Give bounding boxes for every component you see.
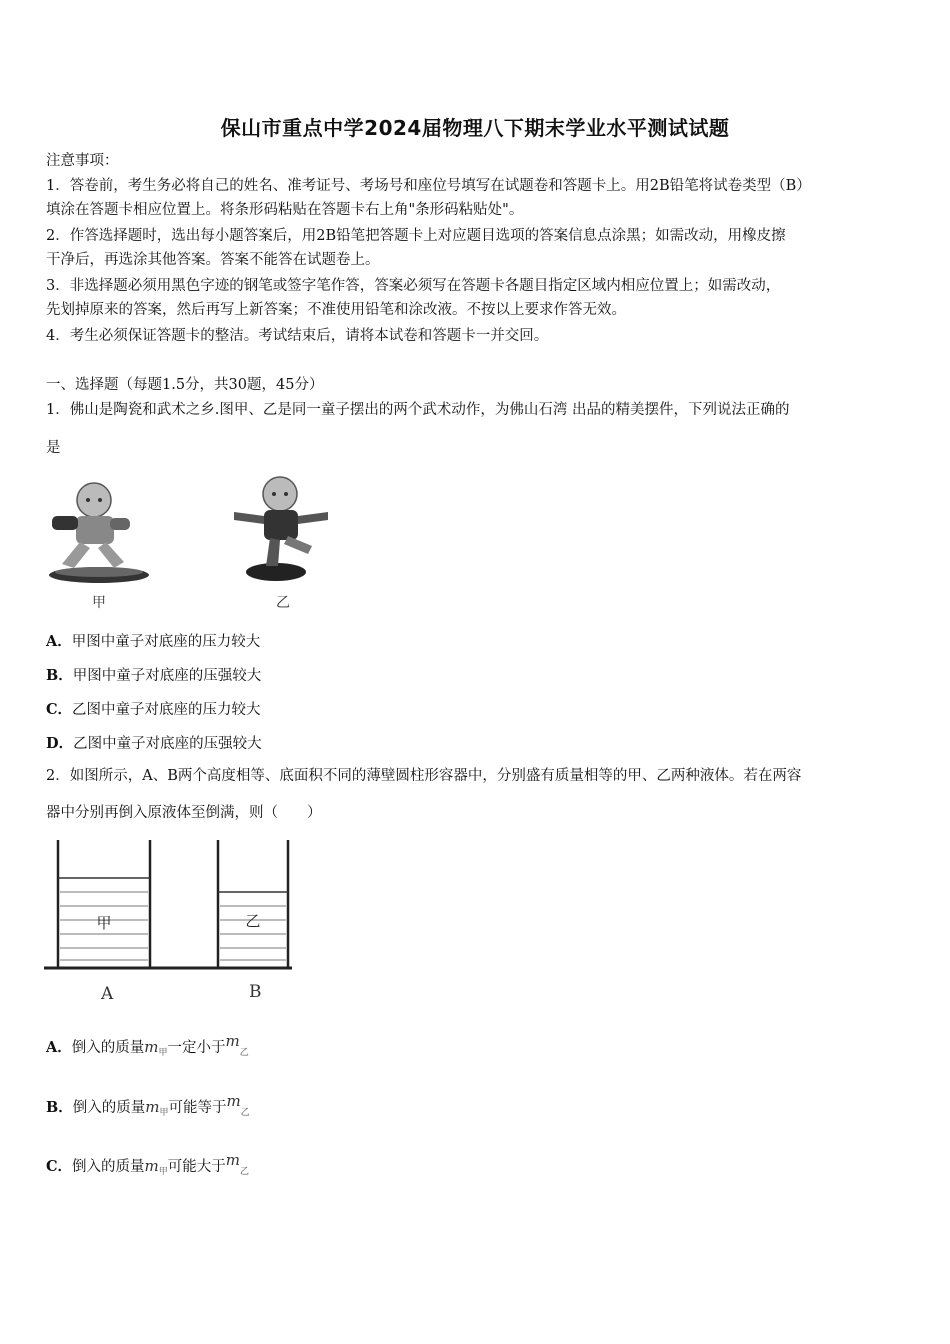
option-text: 可能等于 [168,1100,227,1116]
figure-b-label: 乙 [276,595,290,611]
q2-stem: 2．如图所示，A、B两个高度相等、底面积不同的薄壁圆柱形容器中，分别盛有质量相等的甲、乙两种液体。若在两容 [46,768,802,784]
notice-line: 4．考生必须保证答题卡的整洁。考试结束后，请将本试卷和答题卡一并交回。 [46,328,549,344]
option-letter: A． [46,633,72,650]
notice-heading: 注意事项： [46,153,119,169]
q2-option-c[interactable] [46,1151,249,1177]
mass-symbol: m [225,1032,240,1050]
option-text: 甲图中童子对底座的压力较大 [71,634,261,650]
mass-symbol: m [144,1038,159,1056]
notice-line: 1．答卷前，考生务必将自己的姓名、准考证号、考场号和座位号填写在试题卷和答题卡上。用2B铅笔将试卷类型（B） [46,178,811,194]
mass-symbol: m [226,1092,241,1110]
figure-a-label: 甲 [92,595,106,611]
q1-stem: 1．佛山是陶瓷和武术之乡.图甲、乙是同一童子摆出的两个武术动作，为佛山石湾 出品的精美摆件，下列说法正确的 [46,402,790,418]
option-text: 乙图中童子对底座的压力较大 [72,702,261,718]
option-letter: C． [46,701,73,718]
option-text: 倒入的质量 [72,1159,145,1175]
mass-subscript: 甲 [159,1108,169,1118]
option-letter: A． [46,1039,72,1056]
notice-line: 干净后，再选涂其他答案。答案不能答在试题卷上。 [46,252,380,268]
liquid-a-label: 甲 [96,914,112,932]
mass-symbol: m [144,1157,159,1175]
page-title: 保山市重点中学2024届物理八下期末学业水平测试试题 [220,116,730,140]
q1-option-b[interactable] [46,664,261,685]
q2-option-a[interactable] [46,1032,249,1058]
q1-option-a[interactable] [46,630,260,651]
section-heading: 一、选择题（每题1.5分，共30题，45分） [46,377,324,393]
mass-subscript: 乙 [240,1167,250,1177]
container-b-label: B [249,982,262,1002]
notice-line: 填涂在答题卡相应位置上。将条形码粘贴在答题卡右上角"条形码粘贴处"。 [46,202,524,218]
mass-subscript: 乙 [240,1108,250,1118]
option-text: 可能大于 [167,1159,226,1175]
notice-line: 2．作答选择题时，选出每小题答案后，用2B铅笔把答题卡上对应题目选项的答案信息点涂黑；如需改动，用橡皮擦 [46,228,786,244]
q2-option-b[interactable] [46,1092,250,1118]
q1-option-c[interactable] [46,698,261,719]
mass-subscript: 乙 [239,1048,249,1058]
liquid-b-label: 乙 [245,912,261,930]
option-letter: C． [46,1158,73,1175]
kungfu-figure-b-image [228,470,338,588]
q1-stem-cont: 是 [46,440,61,456]
notice-line: 3．非选择题必须用黑色字迹的钢笔或签字笔作答，答案必须写在答题卡各题目指定区域内相应位置上；如需改动， [46,278,781,294]
q2-stem-cont: 器中分别再倒入原液体至倒满，则（ ） [46,805,322,821]
containers-diagram [44,836,294,976]
option-text: 倒入的质量 [72,1100,146,1116]
option-letter: B． [46,667,73,684]
mass-subscript: 甲 [158,1167,168,1177]
option-text: 甲图中童子对底座的压强较大 [72,668,262,684]
notice-line: 先划掉原来的答案，然后再写上新答案；不准使用铅笔和涂改液。不按以上要求作答无效。 [46,302,626,318]
mass-subscript: 甲 [158,1048,168,1058]
option-letter: B． [46,1099,73,1116]
mass-symbol: m [145,1098,160,1116]
q1-option-d[interactable] [46,732,262,753]
kungfu-figure-a-image [44,478,154,588]
option-letter: D． [46,735,74,752]
option-text: 一定小于 [167,1040,226,1056]
option-text: 乙图中童子对底座的压强较大 [73,736,262,752]
mass-symbol: m [225,1151,241,1169]
container-a-label: A [101,984,114,1004]
option-text: 倒入的质量 [71,1040,145,1056]
